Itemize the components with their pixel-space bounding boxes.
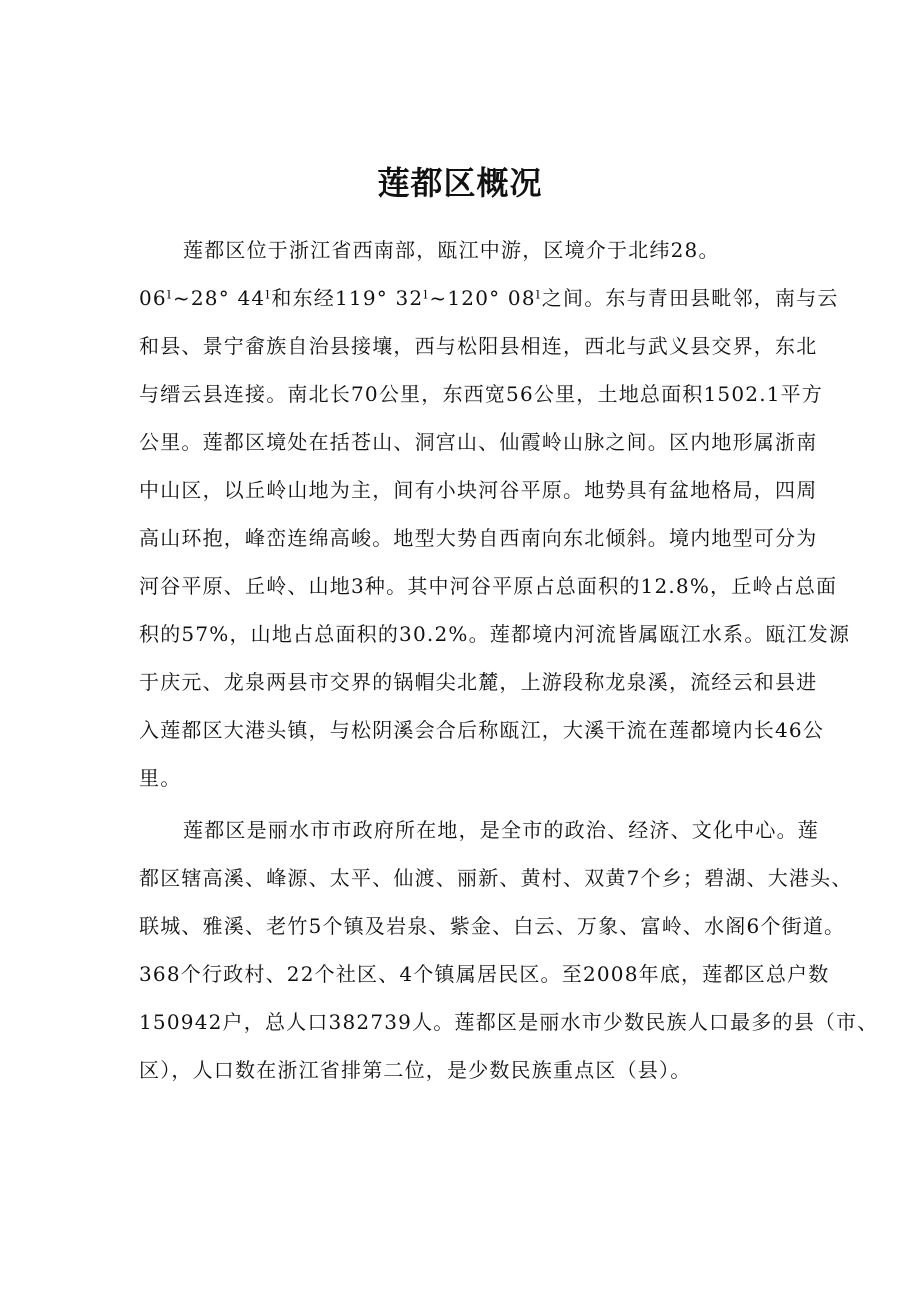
paragraph-line: 中山区，以丘岭山地为主，间有小块河谷平原。地势具有盆地格局，四周 — [139, 478, 818, 502]
paragraph-line: 里。 — [139, 766, 182, 790]
paragraph-line: 区），人口数在浙江省排第二位，是少数民族重点区（县）。 — [139, 1058, 692, 1082]
paragraph-line: 和县、景宁畲族自治县接壤，西与松阳县相连，西北与武义县交界，东北 — [139, 334, 818, 358]
paragraph-line: 莲都区是丽水市市政府所在地，是全市的政治、经济、文化中心。莲 — [183, 818, 819, 842]
paragraph-line: 06ˡ~28° 44ˡ和东经119° 32ˡ~120° 08ˡ之间。东与青田县毗邻，南与云 — [139, 286, 839, 310]
paragraph-location-geography — [139, 226, 851, 802]
document-title: 莲都区概况 — [377, 164, 543, 202]
paragraph-line: 莲都区位于浙江省西南部，瓯江中游，区境介于北纬28。 — [183, 238, 720, 262]
paragraph-line: 368个行政村、22个社区、4个镇属居民区。至2008年底，莲都区总户数 — [139, 962, 830, 986]
paragraph-line: 联城、雅溪、老竹5个镇及岩泉、紫金、白云、万象、富岭、水阁6个街道。 — [139, 914, 846, 938]
paragraph-line: 入莲都区大港头镇，与松阴溪会合后称瓯江，大溪干流在莲都境内长46公 — [139, 718, 825, 742]
paragraph-line: 河谷平原、丘岭、山地3种。其中河谷平原占总面积的12.8%，丘岭占总面 — [139, 574, 838, 598]
paragraph-line: 高山环抱，峰峦连绵高峻。地型大势自西南向东北倾斜。境内地型可分为 — [139, 526, 818, 550]
paragraph-administration-population — [139, 806, 879, 1094]
paragraph-line: 于庆元、龙泉两县市交界的锅帽尖北麓，上游段称龙泉溪，流经云和县进 — [139, 670, 818, 694]
paragraph-line: 公里。莲都区境处在括苍山、洞宫山、仙霞岭山脉之间。区内地形属浙南 — [139, 430, 818, 454]
paragraph-line: 150942户，总人口382739人。莲都区是丽水市少数民族人口最多的县（市、 — [139, 1010, 879, 1034]
paragraph-line: 积的57%，山地占总面积的30.2%。莲都境内河流皆属瓯江水系。瓯江发源 — [139, 622, 851, 646]
paragraph-line: 与缙云县连接。南北长70公里，东西宽56公里，土地总面积1502.1平方 — [139, 382, 824, 406]
paragraph-line: 都区辖高溪、峰源、太平、仙渡、丽新、黄村、双黄7个乡；碧湖、大港头、 — [139, 866, 853, 890]
